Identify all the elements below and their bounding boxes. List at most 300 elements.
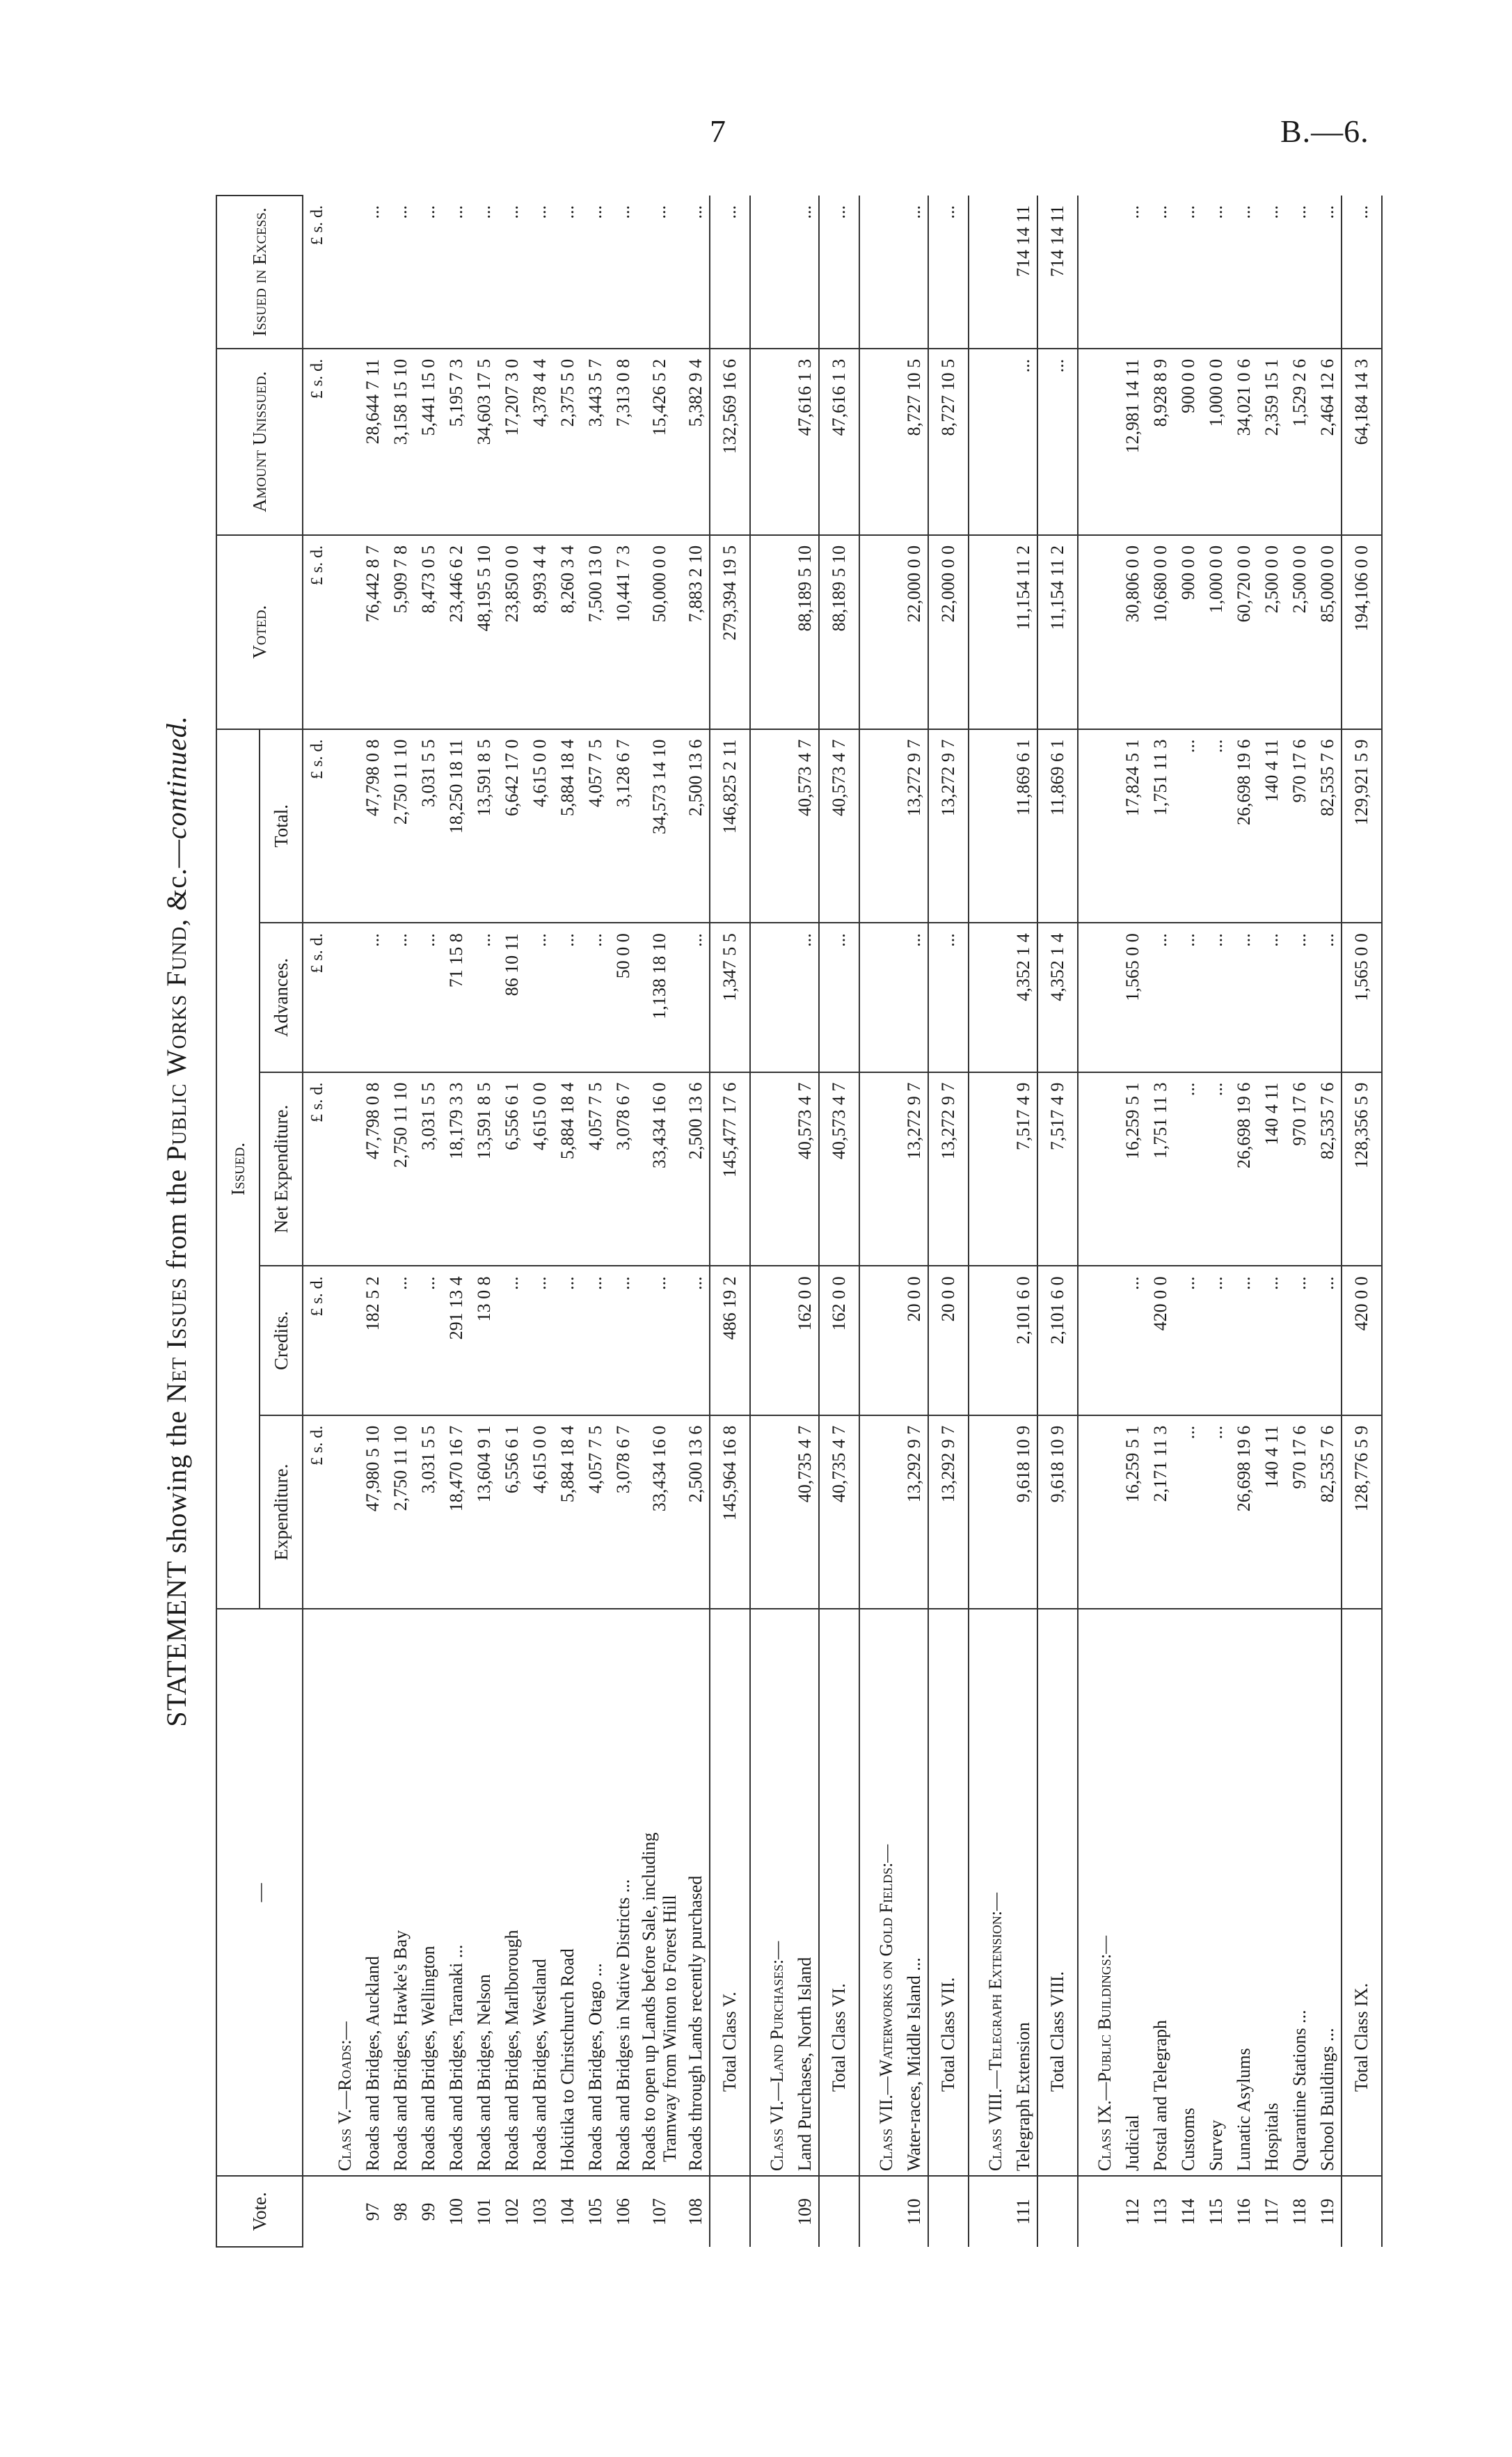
empty-cell	[1078, 1266, 1091, 1415]
table-row	[554, 196, 582, 2247]
table-row	[415, 196, 443, 2247]
amount-cred: ...	[610, 1266, 637, 1415]
amount-unissued: 4,378 4 4	[526, 349, 554, 535]
vote-cell	[982, 2176, 1010, 2247]
amount-exp: 4,057 7 5	[582, 1415, 610, 1609]
empty-cell	[750, 1266, 763, 1415]
amount-cred: ...	[637, 1266, 682, 1415]
header-amount-unissued: Amount Unissued.	[216, 349, 303, 535]
table-row	[387, 196, 415, 2247]
empty-cell	[763, 535, 791, 729]
amount-exp: 40,735 4 7	[791, 1415, 819, 1609]
amount-voted: 23,446 6 2	[443, 535, 470, 729]
amount-adv: ...	[1175, 923, 1202, 1072]
amount-net: 3,031 5 5	[415, 1072, 443, 1266]
currency-label: £ s. d.	[303, 923, 331, 1072]
table-row	[791, 196, 819, 2247]
amount-exp: 2,500 13 6	[682, 1415, 710, 1609]
amount-unissued: 12,981 14 11	[1119, 349, 1147, 535]
currency-label: £ s. d.	[303, 1266, 331, 1415]
amount-excess: ...	[900, 196, 928, 349]
section-heading	[1091, 196, 1119, 2247]
empty-cell	[763, 196, 791, 349]
amount-tot: 2,750 11 10	[387, 729, 415, 923]
item-description: Roads and Bridges in Native Districts ...	[610, 1609, 637, 2176]
vote-number: 113	[1150, 2198, 1170, 2225]
empty-cell	[1382, 535, 1383, 729]
table-row	[1314, 196, 1342, 2247]
empty-cell	[1382, 729, 1383, 923]
total-unissued: ...	[1037, 349, 1078, 535]
amount-excess: ...	[526, 196, 554, 349]
amount-net: 970 17 6	[1286, 1072, 1314, 1266]
amount-unissued: ...	[1010, 349, 1037, 535]
amount-tot: 82,535 7 6	[1314, 729, 1342, 923]
empty-cell	[873, 1072, 900, 1266]
amount-net: 26,698 19 6	[1230, 1072, 1258, 1266]
header-issued-in-excess: Issued in Excess.	[216, 196, 303, 349]
rotated-statement	[160, 195, 1371, 2248]
empty-cell	[763, 1072, 791, 1266]
empty-cell	[1078, 196, 1091, 349]
vote-cell	[710, 2176, 750, 2247]
amount-adv: 1,565 0 0	[1119, 923, 1147, 1072]
item-description: Roads and Bridges, Wellington	[415, 1609, 443, 2176]
empty-cell	[1382, 1266, 1383, 1415]
amount-tot: ...	[1202, 729, 1230, 923]
item-description: Roads to open up Lands before Sale, including Tramway from Winton to Forest Hill	[637, 1609, 682, 2176]
total-exp: 9,618 10 9	[1037, 1415, 1078, 1609]
table-row	[1147, 196, 1175, 2247]
empty-cell	[969, 729, 982, 923]
amount-exp: 16,259 5 1	[1119, 1415, 1147, 1609]
total-adv: ...	[819, 923, 859, 1072]
amount-voted: 48,195 5 10	[470, 535, 498, 729]
vote-number: 116	[1234, 2198, 1254, 2225]
desc-cell	[303, 1609, 331, 2176]
currency-label: £ s. d.	[303, 535, 331, 729]
amount-voted: 5,909 7 8	[387, 535, 415, 729]
vote-number: 111	[1012, 2199, 1033, 2225]
amount-exp: 82,535 7 6	[1314, 1415, 1342, 1609]
amount-cred: ...	[1202, 1266, 1230, 1415]
empty-cell	[763, 1415, 791, 1609]
amount-excess: ...	[1119, 196, 1147, 349]
amount-excess: ...	[1286, 196, 1314, 349]
amount-excess: ...	[554, 196, 582, 349]
table-row	[1175, 196, 1202, 2247]
empty-cell	[1091, 729, 1119, 923]
total-exp: 145,964 16 8	[710, 1415, 750, 1609]
section-heading-label: Class IX.—Public Buildings:—	[1091, 1609, 1119, 2176]
currency-label: £ s. d.	[303, 349, 331, 535]
empty-cell	[859, 1072, 873, 1266]
vote-number: 112	[1122, 2198, 1143, 2225]
vote-number: 110	[903, 2198, 924, 2225]
vote-number: 118	[1289, 2198, 1310, 2225]
table-row	[682, 196, 710, 2247]
amount-exp: 47,980 5 10	[359, 1415, 387, 1609]
amount-cred: ...	[1286, 1266, 1314, 1415]
currency-row	[303, 196, 331, 2247]
amount-unissued: 2,375 5 0	[554, 349, 582, 535]
table-row	[470, 196, 498, 2247]
amount-adv: ...	[415, 923, 443, 1072]
table-row	[900, 196, 928, 2247]
amount-voted: 8,260 3 4	[554, 535, 582, 729]
total-exp: 128,776 5 9	[1342, 1415, 1382, 1609]
table-row	[498, 196, 526, 2247]
amount-adv: 50 0 0	[610, 923, 637, 1072]
amount-unissued: 28,644 7 11	[359, 349, 387, 535]
gap-row	[969, 196, 982, 2247]
empty-cell	[873, 923, 900, 1072]
amount-excess: ...	[1230, 196, 1258, 349]
amount-net: ...	[1202, 1072, 1230, 1266]
table-row	[1010, 196, 1037, 2247]
amount-unissued: 2,359 15 1	[1258, 349, 1286, 535]
amount-net: 140 4 11	[1258, 1072, 1286, 1266]
item-description-continued: Tramway from Winton to Forest Hill	[660, 1895, 680, 2172]
empty-cell	[1078, 923, 1091, 1072]
amount-adv: ...	[1230, 923, 1258, 1072]
title-fund: Public Works Fund	[161, 925, 192, 1161]
table-row	[1230, 196, 1258, 2247]
gap-cell	[859, 2176, 873, 2247]
empty-cell	[859, 923, 873, 1072]
gap-cell	[969, 1609, 982, 2176]
header-advances: Advances.	[260, 923, 303, 1072]
section-heading-label: Class VII.—Waterworks on Gold Fields:—	[873, 1609, 900, 2176]
total-voted: 279,394 19 5	[710, 535, 750, 729]
amount-cred: 13 0 8	[470, 1266, 498, 1415]
statement-title	[160, 195, 216, 2248]
amount-adv: ...	[582, 923, 610, 1072]
amount-excess: ...	[470, 196, 498, 349]
table-row	[1286, 196, 1314, 2247]
amount-net: 82,535 7 6	[1314, 1072, 1342, 1266]
amount-unissued: 15,426 5 2	[637, 349, 682, 535]
amount-cred: 2,101 6 0	[1010, 1266, 1037, 1415]
total-label: Total Class VI.	[819, 1609, 859, 2176]
item-description: Lunatic Asylums	[1230, 1609, 1258, 2176]
amount-net: 33,434 16 0	[637, 1072, 682, 1266]
table-body	[303, 196, 1383, 2247]
amount-net: ...	[1175, 1072, 1202, 1266]
amount-exp: 2,171 11 3	[1147, 1415, 1175, 1609]
amount-adv: 1,138 18 10	[637, 923, 682, 1072]
empty-cell	[750, 1072, 763, 1266]
vote-number: 114	[1178, 2198, 1198, 2225]
empty-cell	[331, 196, 359, 349]
amount-unissued: 34,021 0 6	[1230, 349, 1258, 535]
empty-cell	[763, 923, 791, 1072]
vote-number: 97	[363, 2202, 383, 2221]
amount-unissued: 5,195 7 3	[443, 349, 470, 535]
item-description: Roads and Bridges, Westland	[526, 1609, 554, 2176]
item-description: School Buildings ...	[1314, 1609, 1342, 2176]
total-label: Total Class IX.	[1342, 1609, 1382, 2176]
total-label: Total Class V.	[710, 1609, 750, 2176]
total-row	[710, 196, 750, 2247]
amount-adv: ...	[359, 923, 387, 1072]
total-row	[1342, 196, 1382, 2247]
amount-unissued: 3,158 15 10	[387, 349, 415, 535]
amount-excess: ...	[637, 196, 682, 349]
total-unissued: 132,569 16 6	[710, 349, 750, 535]
amount-voted: 8,993 4 4	[526, 535, 554, 729]
vote-cell	[928, 2176, 969, 2247]
amount-unissued: 5,382 9 4	[682, 349, 710, 535]
amount-net: 6,556 6 1	[498, 1072, 526, 1266]
vote-number: 101	[474, 2198, 494, 2226]
empty-cell	[750, 729, 763, 923]
amount-voted: 60,720 0 0	[1230, 535, 1258, 729]
empty-cell	[331, 923, 359, 1072]
empty-cell	[763, 729, 791, 923]
empty-cell	[331, 1266, 359, 1415]
item-description: Roads and Bridges, Nelson	[470, 1609, 498, 2176]
item-description: Roads and Bridges, Otago ...	[582, 1609, 610, 2176]
item-description: Customs	[1175, 1609, 1202, 2176]
item-description: Roads and Bridges, Hawke's Bay	[387, 1609, 415, 2176]
header-voted: Voted.	[216, 535, 303, 729]
amount-exp: 9,618 10 9	[1010, 1415, 1037, 1609]
item-description: Roads and Bridges, Auckland	[359, 1609, 387, 2176]
empty-cell	[1078, 535, 1091, 729]
amount-exp: 18,470 16 7	[443, 1415, 470, 1609]
amount-excess: ...	[498, 196, 526, 349]
total-tot: 146,825 2 11	[710, 729, 750, 923]
total-voted: 22,000 0 0	[928, 535, 969, 729]
total-net: 128,356 5 9	[1342, 1072, 1382, 1266]
amount-voted: 7,500 13 0	[582, 535, 610, 729]
amount-voted: 900 0 0	[1175, 535, 1202, 729]
amount-unissued: 900 0 0	[1175, 349, 1202, 535]
total-excess: 714 14 11	[1037, 196, 1078, 349]
amount-adv: ...	[1147, 923, 1175, 1072]
amount-tot: 3,128 6 7	[610, 729, 637, 923]
empty-cell	[982, 1266, 1010, 1415]
amount-adv: ...	[900, 923, 928, 1072]
amount-tot: 47,798 0 8	[359, 729, 387, 923]
item-description: Judicial	[1119, 1609, 1147, 2176]
amount-excess: ...	[1258, 196, 1286, 349]
total-excess: ...	[819, 196, 859, 349]
amount-unissued: 1,000 0 0	[1202, 349, 1230, 535]
amount-net: 4,615 0 0	[526, 1072, 554, 1266]
section-heading	[331, 196, 359, 2247]
table-row	[1119, 196, 1147, 2247]
amount-net: 16,259 5 1	[1119, 1072, 1147, 1266]
amount-net: 5,884 18 4	[554, 1072, 582, 1266]
section-heading-label: Class V.—Roads:—	[331, 1609, 359, 2176]
empty-cell	[1078, 1072, 1091, 1266]
page-number: 7	[710, 113, 726, 149]
table-row	[1202, 196, 1230, 2247]
amount-cred: ...	[1314, 1266, 1342, 1415]
amount-adv: 4,352 1 4	[1010, 923, 1037, 1072]
item-description: Survey	[1202, 1609, 1230, 2176]
amount-voted: 2,500 0 0	[1286, 535, 1314, 729]
item-description: Roads and Bridges, Taranaki ...	[443, 1609, 470, 2176]
empty-cell	[750, 923, 763, 1072]
table-row	[637, 196, 682, 2247]
amount-tot: 2,500 13 6	[682, 729, 710, 923]
currency-label: £ s. d.	[303, 196, 331, 349]
table-row	[610, 196, 637, 2247]
empty-cell	[1382, 349, 1383, 535]
item-description: Hospitals	[1258, 1609, 1286, 2176]
vote-cell	[873, 2176, 900, 2247]
table-row	[582, 196, 610, 2247]
header-vote: Vote.	[216, 2176, 303, 2247]
amount-voted: 76,442 8 7	[359, 535, 387, 729]
empty-cell	[969, 1415, 982, 1609]
amount-tot: 6,642 17 0	[498, 729, 526, 923]
empty-cell	[1078, 1415, 1091, 1609]
amount-adv: ...	[470, 923, 498, 1072]
vote-cell	[763, 2176, 791, 2247]
gap-row	[859, 196, 873, 2247]
total-unissued: 47,616 1 3	[819, 349, 859, 535]
header-total: Total.	[260, 729, 303, 923]
amount-tot: 11,869 6 1	[1010, 729, 1037, 923]
amount-net: 13,272 9 7	[900, 1072, 928, 1266]
empty-cell	[1382, 1072, 1383, 1266]
amount-adv: ...	[1258, 923, 1286, 1072]
empty-cell	[750, 196, 763, 349]
amount-tot: ...	[1175, 729, 1202, 923]
amount-adv: ...	[1314, 923, 1342, 1072]
amount-exp: 5,884 18 4	[554, 1415, 582, 1609]
amount-excess: ...	[359, 196, 387, 349]
empty-cell	[1382, 196, 1383, 349]
empty-cell	[1091, 349, 1119, 535]
header-net-expenditure: Net Expenditure.	[260, 1072, 303, 1266]
empty-cell	[982, 196, 1010, 349]
amount-exp: ...	[1202, 1415, 1230, 1609]
amount-unissued: 17,207 3 0	[498, 349, 526, 535]
vote-number: 103	[530, 2198, 550, 2226]
header-expenditure: Expenditure.	[260, 1415, 303, 1609]
total-row	[928, 196, 969, 2247]
empty-cell	[331, 349, 359, 535]
amount-adv: ...	[1286, 923, 1314, 1072]
amount-unissued: 7,313 0 8	[610, 349, 637, 535]
vote-number: 102	[502, 2198, 522, 2226]
issues-table	[216, 195, 1383, 2248]
amount-tot: 17,824 5 1	[1119, 729, 1147, 923]
amount-excess: ...	[682, 196, 710, 349]
amount-adv: ...	[387, 923, 415, 1072]
amount-adv: 71 15 8	[443, 923, 470, 1072]
amount-adv: 86 10 11	[498, 923, 526, 1072]
total-cred: 420 0 0	[1342, 1266, 1382, 1415]
header-issued: Issued.	[216, 729, 260, 1609]
amount-net: 2,500 13 6	[682, 1072, 710, 1266]
currency-label: £ s. d.	[303, 1072, 331, 1266]
empty-cell	[750, 349, 763, 535]
gap-row	[1078, 196, 1091, 2247]
empty-cell	[750, 1415, 763, 1609]
empty-cell	[1091, 923, 1119, 1072]
amount-adv: ...	[1202, 923, 1230, 1072]
vote-number: 105	[585, 2198, 605, 2226]
total-adv: 1,565 0 0	[1342, 923, 1382, 1072]
gap-cell	[750, 2176, 763, 2247]
amount-voted: 10,680 0 0	[1147, 535, 1175, 729]
amount-tot: 140 4 11	[1258, 729, 1286, 923]
amount-tot: 18,250 18 11	[443, 729, 470, 923]
item-description: Hokitika to Christchurch Road	[554, 1609, 582, 2176]
vote-cell	[819, 2176, 859, 2247]
amount-voted: 10,441 7 3	[610, 535, 637, 729]
amount-cred: ...	[387, 1266, 415, 1415]
total-net: 145,477 17 6	[710, 1072, 750, 1266]
gap-cell	[859, 1609, 873, 2176]
empty-cell	[1091, 1266, 1119, 1415]
amount-tot: 4,057 7 5	[582, 729, 610, 923]
total-row	[1037, 196, 1078, 2247]
amount-voted: 7,883 2 10	[682, 535, 710, 729]
amount-exp: 3,031 5 5	[415, 1415, 443, 1609]
section-heading	[873, 196, 900, 2247]
table-row	[359, 196, 387, 2247]
amount-cred: ...	[498, 1266, 526, 1415]
item-description: Roads through Lands recently purchased	[682, 1609, 710, 2176]
vote-number: 107	[649, 2198, 669, 2226]
total-adv: 4,352 1 4	[1037, 923, 1078, 1072]
vote-number: 115	[1206, 2198, 1226, 2225]
empty-cell	[859, 535, 873, 729]
vote-cell	[1091, 2176, 1119, 2247]
empty-cell	[982, 923, 1010, 1072]
amount-net: 18,179 3 3	[443, 1072, 470, 1266]
amount-tot: 1,751 11 3	[1147, 729, 1175, 923]
empty-cell	[331, 1415, 359, 1609]
amount-net: 2,750 11 10	[387, 1072, 415, 1266]
vote-number: 117	[1262, 2198, 1282, 2225]
vote-number: 108	[685, 2198, 706, 2226]
section-heading-label: Class VI.—Land Purchases:—	[763, 1609, 791, 2176]
amount-exp: 970 17 6	[1286, 1415, 1314, 1609]
empty-cell	[1091, 1415, 1119, 1609]
empty-cell	[873, 729, 900, 923]
amount-unissued: 1,529 2 6	[1286, 349, 1314, 535]
vote-number: 104	[557, 2198, 578, 2226]
total-voted: 11,154 11 2	[1037, 535, 1078, 729]
empty-cell	[982, 1415, 1010, 1609]
total-voted: 194,106 0 0	[1342, 535, 1382, 729]
empty-cell	[873, 1415, 900, 1609]
total-row	[819, 196, 859, 2247]
amount-tot: 40,573 4 7	[791, 729, 819, 923]
empty-cell	[750, 535, 763, 729]
total-cred: 162 0 0	[819, 1266, 859, 1415]
empty-cell	[873, 196, 900, 349]
empty-cell	[969, 196, 982, 349]
amount-cred: 162 0 0	[791, 1266, 819, 1415]
amount-exp: 3,078 6 7	[610, 1415, 637, 1609]
amount-voted: 50,000 0 0	[637, 535, 682, 729]
amount-adv: ...	[791, 923, 819, 1072]
amount-unissued: 8,727 10 5	[900, 349, 928, 535]
amount-cred: ...	[1119, 1266, 1147, 1415]
document-reference: B.—6.	[1280, 113, 1369, 149]
item-description: Water-races, Middle Island ...	[900, 1609, 928, 2176]
gap-cell	[969, 2176, 982, 2247]
